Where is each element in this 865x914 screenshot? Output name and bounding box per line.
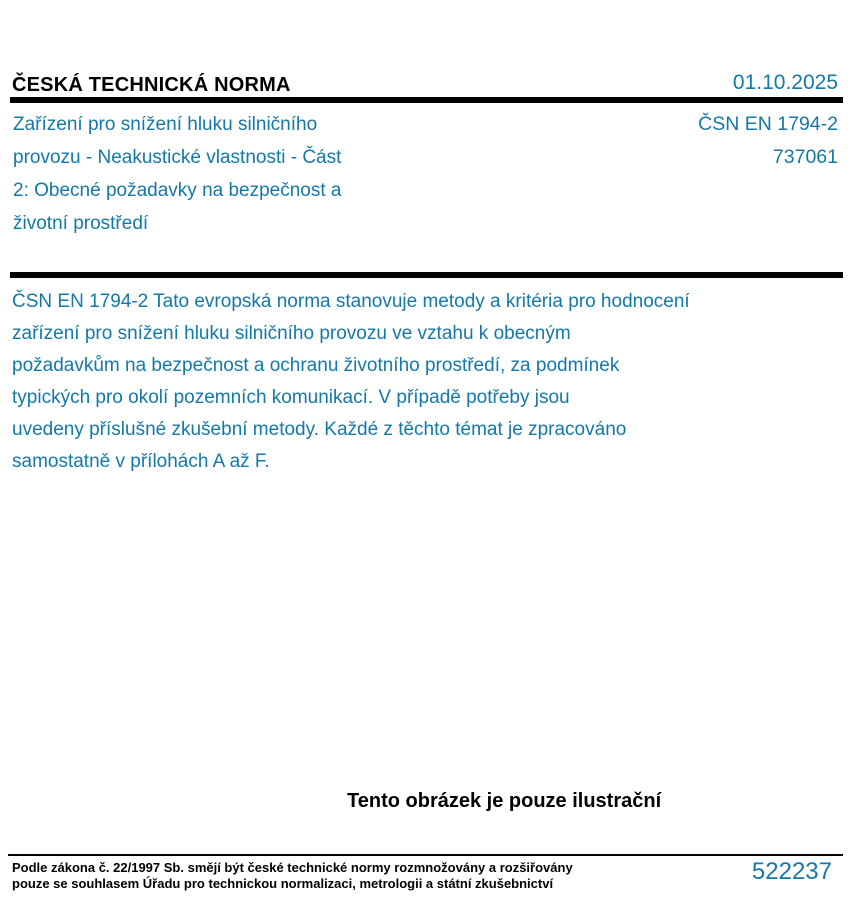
- standard-title-line: Zařízení pro snížení hluku silničního: [13, 114, 318, 135]
- abstract-line: samostatně v přílohách A až F.: [12, 451, 270, 472]
- standard-title-line: 2: Obecné požadavky na bezpečnost a: [13, 180, 342, 201]
- legal-notice-line: Podle zákona č. 22/1997 Sb. smějí být české technické normy rozmnožovány a rozšiřovány: [12, 860, 573, 875]
- abstract-line: ČSN EN 1794-2 Tato evropská norma stanovuje metody a kritéria pro hodnocení: [12, 291, 690, 312]
- abstract-text: [12, 286, 690, 478]
- order-number: 522237: [751, 858, 832, 885]
- class-number: 737061: [772, 146, 838, 168]
- legal-notice: [12, 860, 573, 892]
- divider-top: [10, 97, 843, 103]
- divider-middle: [10, 272, 843, 278]
- standard-code: ČSN EN 1794-2: [698, 113, 838, 135]
- abstract-line: uvedeny příslušné zkušební metody. Každé z těchto témat je zpracováno: [12, 419, 627, 440]
- document-type-heading: ČESKÁ TECHNICKÁ NORMA: [12, 74, 291, 96]
- standard-title: [13, 108, 342, 240]
- issue-date: 01.10.2025: [732, 71, 838, 94]
- standard-title-line: provozu - Neakustické vlastnosti - Část: [13, 147, 342, 168]
- illustration-note: Tento obrázek je pouze ilustrační: [347, 790, 662, 812]
- legal-notice-line: pouze se souhlasem Úřadu pro technickou normalizaci, metrologii a státní zkušebnictví: [12, 876, 554, 891]
- divider-footer: [8, 854, 843, 856]
- standard-title-line: životní prostředí: [13, 213, 149, 234]
- abstract-line: typických pro okolí pozemních komunikací. V případě potřeby jsou: [12, 387, 570, 408]
- standard-identifiers: [698, 108, 838, 174]
- abstract-line: požadavkům na bezpečnost a ochranu životního prostředí, za podmínek: [12, 355, 620, 376]
- abstract-line: zařízení pro snížení hluku silničního provozu ve vztahu k obecným: [12, 323, 571, 344]
